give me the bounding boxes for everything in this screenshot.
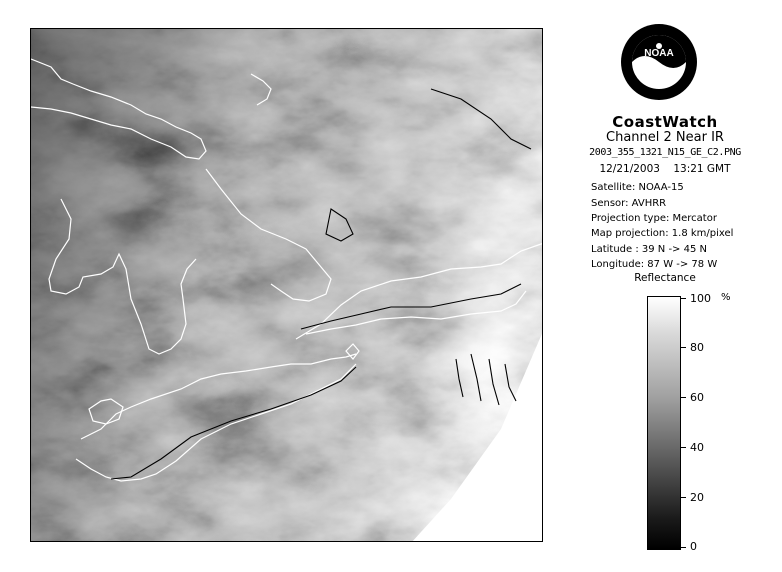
tick-label-0: 0 xyxy=(690,540,697,553)
satellite-map xyxy=(30,28,543,542)
tick-mark xyxy=(681,497,686,498)
tick-label-60: 60 xyxy=(690,391,704,404)
product-title: CoastWatch xyxy=(612,113,718,131)
logo-center-text: NOAA xyxy=(644,48,674,59)
sensor-info: Sensor: AVHRR xyxy=(591,198,667,209)
tick-label-80: 80 xyxy=(690,341,704,354)
tick-mark xyxy=(681,547,686,548)
longitude-info: Longitude: 87 W -> 78 W xyxy=(591,259,718,270)
satellite-info: Satellite: NOAA-15 xyxy=(591,182,684,193)
image-filename: 2003_355_1321_N15_GE_C2.PNG xyxy=(589,147,741,158)
tick-mark xyxy=(681,397,686,398)
tick-mark xyxy=(681,447,686,448)
tick-label-100: 100 xyxy=(690,292,711,305)
projection-type-info: Projection type: Mercator xyxy=(591,213,717,224)
tick-label-20: 20 xyxy=(690,491,704,504)
map-svg xyxy=(31,29,543,542)
acquisition-datetime xyxy=(560,163,770,175)
noaa-seal-icon xyxy=(619,22,699,102)
imagery-shading xyxy=(31,29,543,542)
reflectance-colorbar xyxy=(647,296,681,550)
tick-mark xyxy=(681,347,686,348)
map-projection-info: Map projection: 1.8 km/pixel xyxy=(591,228,734,239)
legend-title: Reflectance xyxy=(634,272,696,284)
channel-name: Channel 2 Near IR xyxy=(606,130,724,145)
acquisition-date: 12/21/2003 xyxy=(599,163,660,175)
acquisition-time: 13:21 GMT xyxy=(673,163,731,175)
legend-unit: % xyxy=(721,292,731,303)
tick-mark xyxy=(681,298,686,299)
tick-label-40: 40 xyxy=(690,441,704,454)
latitude-info: Latitude : 39 N -> 45 N xyxy=(591,244,707,255)
